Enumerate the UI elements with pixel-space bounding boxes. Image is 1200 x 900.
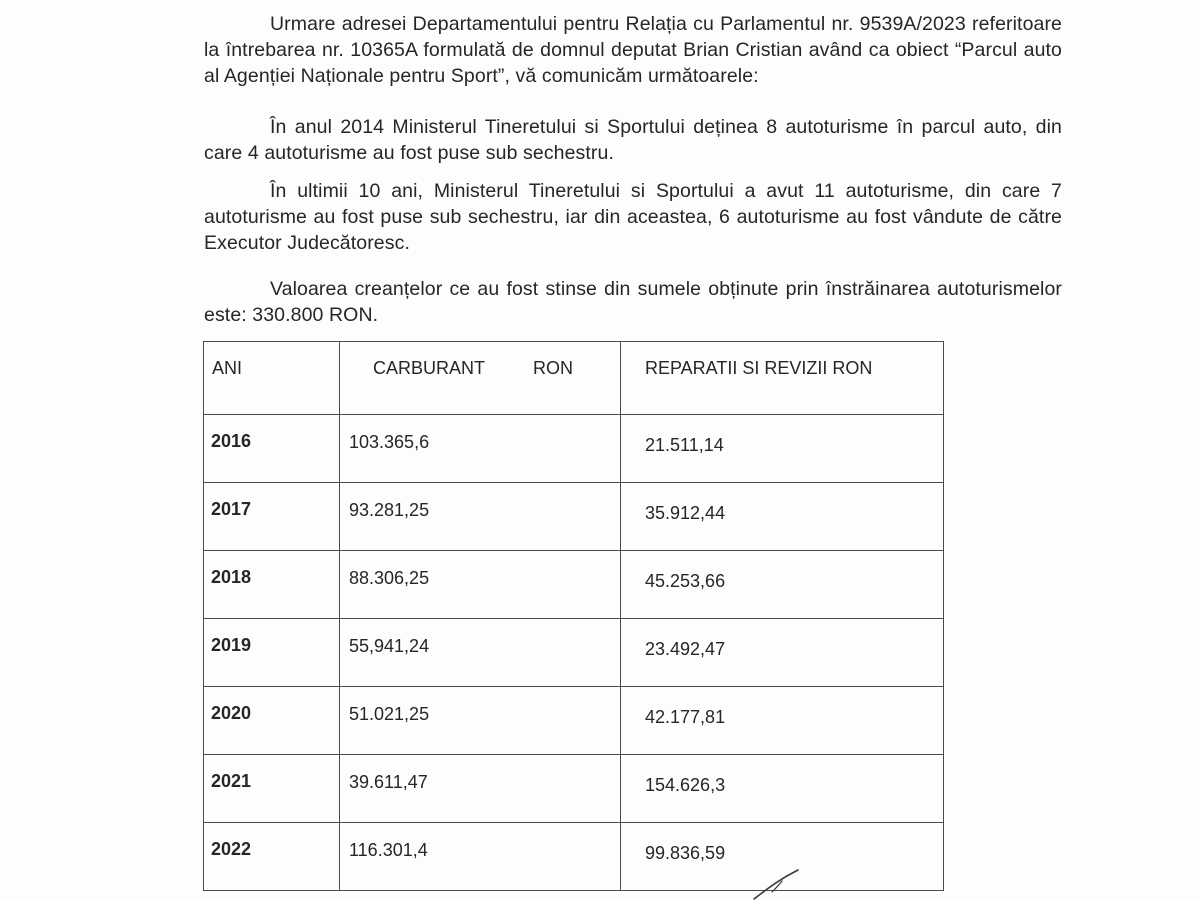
expenses-table bbox=[203, 341, 944, 891]
year-cell: 2016 bbox=[204, 415, 340, 483]
header-fuel-label: CARBURANT bbox=[373, 358, 486, 378]
table-row bbox=[204, 755, 944, 823]
year-cell: 2018 bbox=[204, 551, 340, 619]
table-row bbox=[204, 483, 944, 551]
header-fuel-unit: RON bbox=[533, 358, 574, 378]
year-cell: 2021 bbox=[204, 755, 340, 823]
year-cell: 2022 bbox=[204, 823, 340, 891]
paragraph-fleet-2014: În anul 2014 Ministerul Tineretului si Sportului deținea 8 autoturisme în parcul auto, din care 4 autoturisme au fost puse sub sechestru. bbox=[204, 116, 1062, 164]
fuel-cell: 88.306,25 bbox=[340, 551, 621, 619]
repairs-cell: 42.177,81 bbox=[621, 687, 944, 755]
repairs-cell: 99.836,59 bbox=[621, 823, 944, 891]
repairs-cell: 35.912,44 bbox=[621, 483, 944, 551]
header-fuel bbox=[340, 342, 621, 415]
fuel-cell: 39.611,47 bbox=[340, 755, 621, 823]
fuel-cell: 93.281,25 bbox=[340, 483, 621, 551]
table-row bbox=[204, 823, 944, 891]
table-row bbox=[204, 687, 944, 755]
paragraph-last-10-years: În ultimii 10 ani, Ministerul Tineretului si Sportului a avut 11 autoturisme, din care 7 autoturisme au fost puse sub sechestru, iar din aceastea, 6 autoturisme au fost vândute de către Executor Judecătoresc. bbox=[204, 180, 1062, 254]
fuel-cell: 51.021,25 bbox=[340, 687, 621, 755]
year-cell: 2020 bbox=[204, 687, 340, 755]
repairs-cell: 23.492,47 bbox=[621, 619, 944, 687]
table-row bbox=[204, 551, 944, 619]
signature-stroke bbox=[752, 868, 802, 900]
repairs-cell: 45.253,66 bbox=[621, 551, 944, 619]
repairs-cell: 21.511,14 bbox=[621, 415, 944, 483]
table-row bbox=[204, 619, 944, 687]
fuel-cell: 103.365,6 bbox=[340, 415, 621, 483]
year-cell: 2017 bbox=[204, 483, 340, 551]
table-header-row bbox=[204, 342, 944, 415]
fuel-cell: 116.301,4 bbox=[340, 823, 621, 891]
header-years: ANI bbox=[204, 342, 340, 415]
year-cell: 2019 bbox=[204, 619, 340, 687]
table-row bbox=[204, 415, 944, 483]
fuel-cell: 55,941,24 bbox=[340, 619, 621, 687]
paragraph-debt-value: Valoarea creanțelor ce au fost stinse din sumele obținute prin înstrăinarea autoturismelor este: 330.800 RON. bbox=[204, 278, 1062, 326]
header-repairs: REPARATII SI REVIZII RON bbox=[621, 342, 944, 415]
paragraph-intro: Urmare adresei Departamentului pentru Relația cu Parlamentul nr. 9539A/2023 referitoare la întrebarea nr. 10365A formulată de domnul deputat Brian Cristian având ca obiect “Parcul auto al Agenției Naționale pentru Sport”, vă comunicăm următoarele: bbox=[204, 13, 1062, 87]
repairs-cell: 154.626,3 bbox=[621, 755, 944, 823]
